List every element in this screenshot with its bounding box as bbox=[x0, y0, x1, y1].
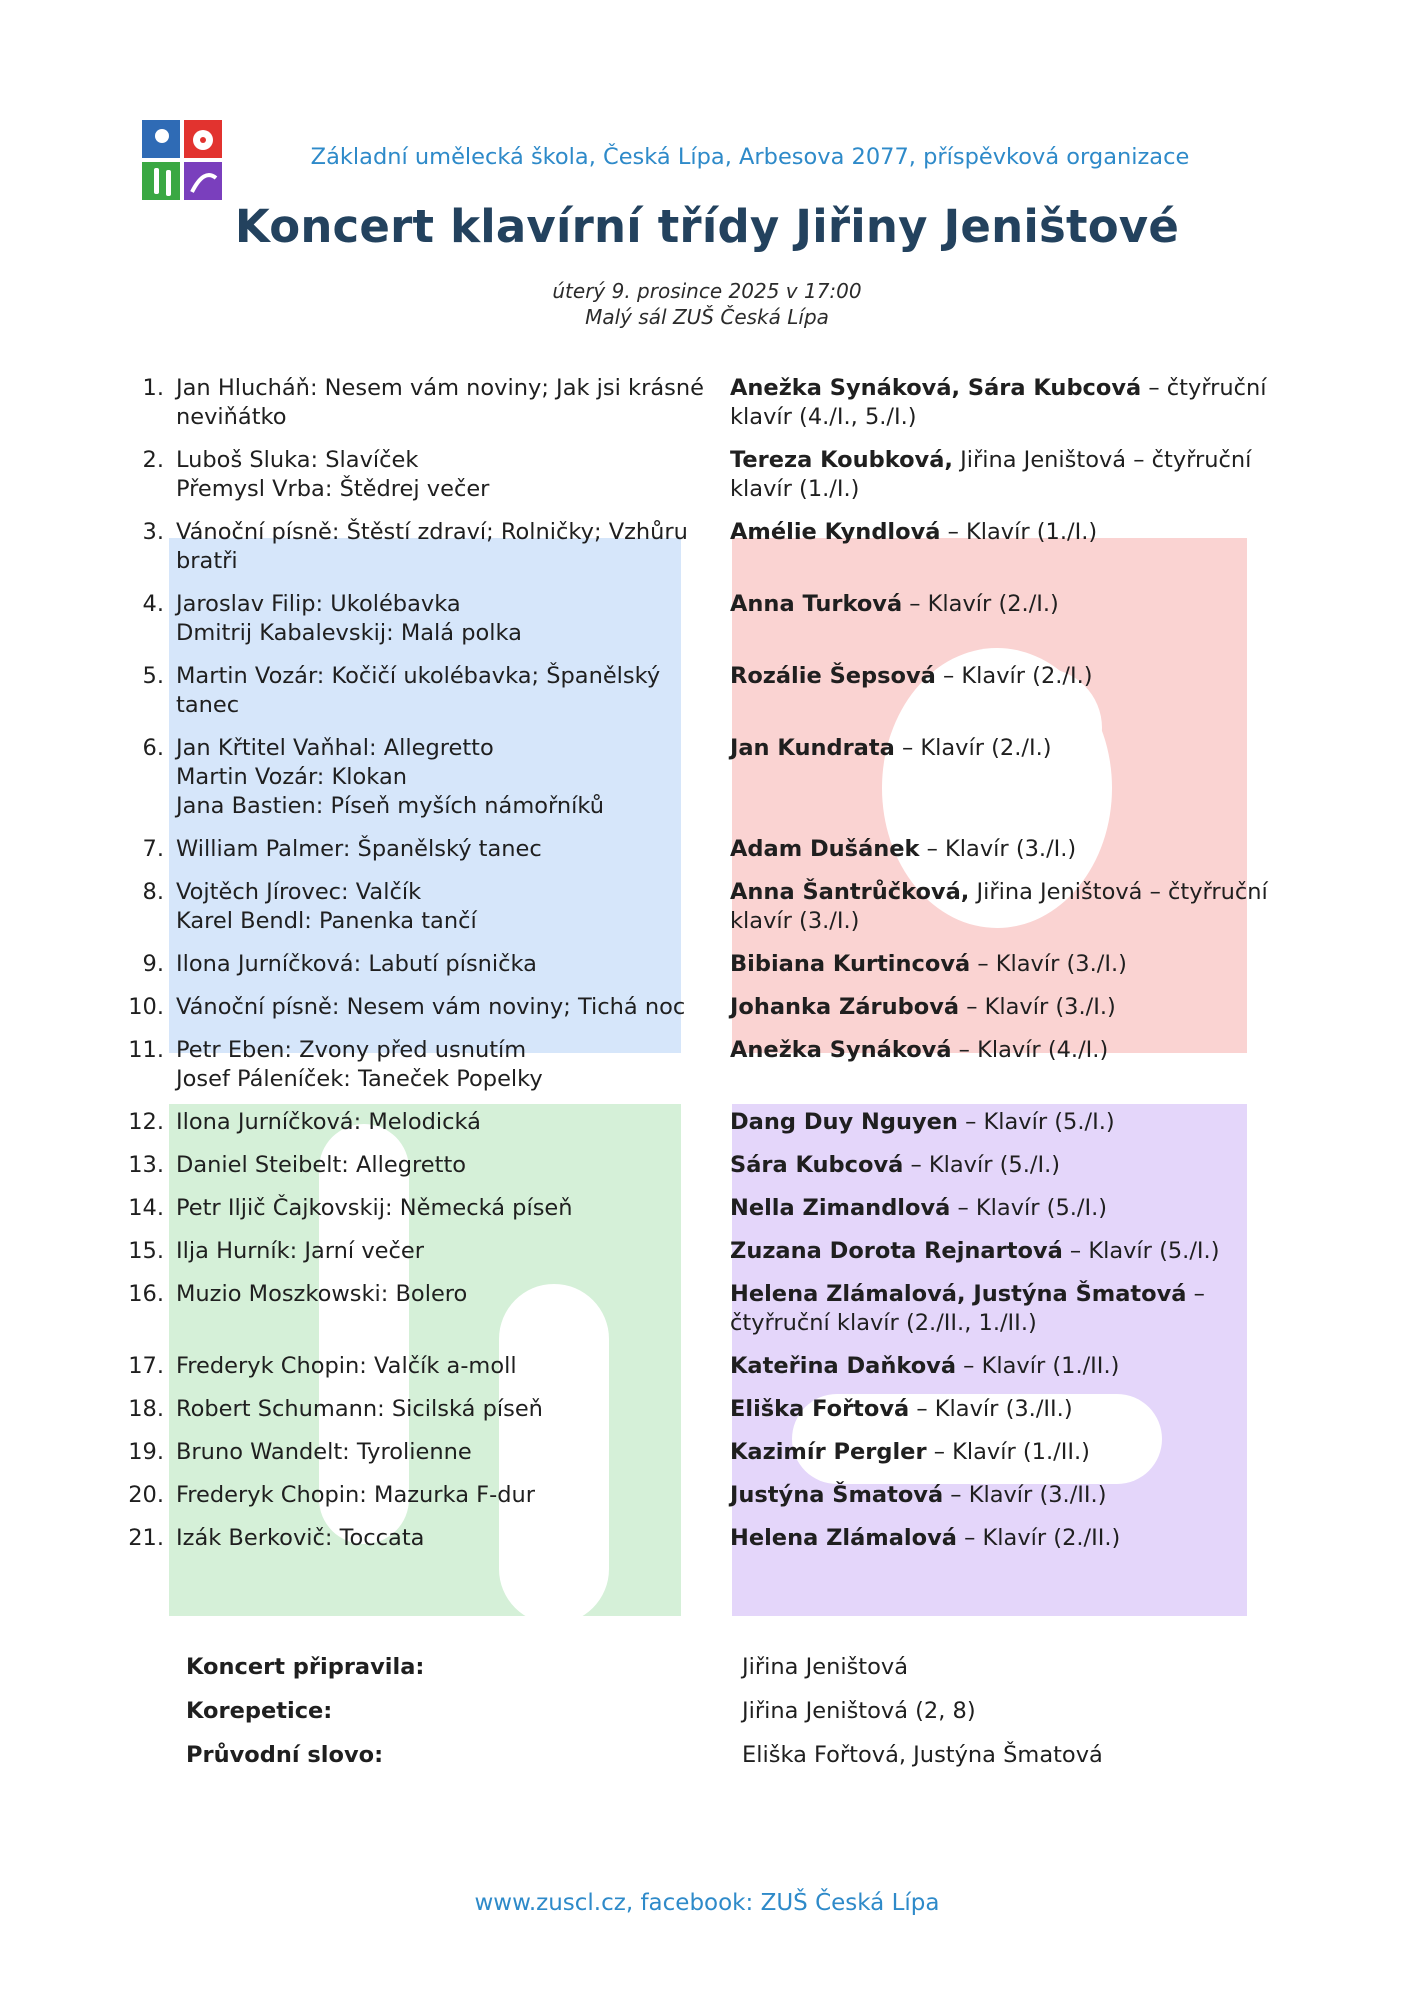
piece-title: Luboš Sluka: Slavíček bbox=[176, 447, 419, 473]
performer-name: Helena Zlámalová bbox=[730, 1525, 957, 1551]
piece-title: Izák Berkovič: Toccata bbox=[176, 1525, 425, 1551]
program-item bbox=[120, 993, 1300, 1022]
program-item-performer bbox=[716, 374, 1290, 432]
program-item-pieces bbox=[164, 590, 716, 648]
program-item bbox=[120, 1395, 1300, 1424]
school-logo bbox=[142, 120, 222, 200]
program-item-performer bbox=[716, 1036, 1290, 1094]
program-item-performer bbox=[716, 590, 1290, 648]
performer-details: – Klavír (2./I.) bbox=[902, 591, 1059, 617]
program-item-performer bbox=[716, 993, 1290, 1022]
credit-row bbox=[186, 1654, 1186, 1698]
program-item-performer bbox=[716, 1194, 1290, 1223]
program-item-pieces bbox=[164, 1194, 716, 1223]
program-item-performer bbox=[716, 734, 1290, 821]
program-item bbox=[120, 878, 1300, 936]
piece-title: Robert Schumann: Sicilská píseň bbox=[176, 1396, 543, 1422]
performer-details: – Klavír (3./I.) bbox=[959, 994, 1116, 1020]
program-item-performer bbox=[716, 1481, 1290, 1510]
program-item bbox=[120, 734, 1300, 821]
performer-name: Kazimír Pergler bbox=[730, 1439, 927, 1465]
piece-title: Přemysl Vrba: Štědrej večer bbox=[176, 476, 490, 502]
performer-name: Sára Kubcová bbox=[730, 1152, 904, 1178]
piece-title: Frederyk Chopin: Mazurka F-dur bbox=[176, 1482, 535, 1508]
program-item-performer bbox=[716, 1237, 1290, 1266]
program-item-number: 1. bbox=[142, 375, 164, 401]
piece-title: Ilona Jurníčková: Labutí písnička bbox=[176, 951, 537, 977]
program-item bbox=[120, 1280, 1300, 1338]
program-item-number: 19. bbox=[128, 1439, 164, 1465]
program-item-performer bbox=[716, 878, 1290, 936]
program-item bbox=[120, 446, 1300, 504]
program-item bbox=[120, 374, 1300, 432]
program-item-number: 15. bbox=[128, 1238, 164, 1264]
piece-title: Vánoční písně: Nesem vám noviny; Tichá noc bbox=[176, 994, 686, 1020]
program-item-performer bbox=[716, 1280, 1290, 1338]
credit-value: Jiřina Jeništová bbox=[742, 1654, 908, 1680]
program-item bbox=[120, 950, 1300, 979]
program-item bbox=[120, 1194, 1300, 1223]
piece-title: Frederyk Chopin: Valčík a-moll bbox=[176, 1353, 517, 1379]
performer-details: – Klavír (4./I.) bbox=[951, 1037, 1109, 1063]
credit-label: Koncert připravila: bbox=[186, 1654, 425, 1680]
piece-title: Jaroslav Filip: Ukolébavka bbox=[176, 591, 461, 617]
program-item-number: 13. bbox=[128, 1152, 164, 1178]
program-item-pieces bbox=[164, 1151, 716, 1180]
performer-name: Nella Zimandlová bbox=[730, 1195, 951, 1221]
performer-name: Justýna Šmatová bbox=[730, 1482, 944, 1508]
credit-value: Eliška Fořtová, Justýna Šmatová bbox=[742, 1742, 1103, 1768]
performer-details: – Klavír (5./I.) bbox=[957, 1109, 1115, 1135]
program-item-pieces bbox=[164, 1237, 716, 1266]
program-item-pieces bbox=[164, 1352, 716, 1381]
performer-name: Rozálie Šepsová bbox=[730, 663, 936, 689]
piece-title: Karel Bendl: Panenka tančí bbox=[176, 908, 477, 934]
performer-name: Helena Zlámalová, Justýna Šmatová bbox=[730, 1281, 1187, 1307]
piece-title: Martin Vozár: Klokan bbox=[176, 764, 407, 790]
program-item-performer bbox=[716, 1438, 1290, 1467]
performer-details: – Klavír (5./I.) bbox=[1062, 1238, 1220, 1264]
performer-details: – čtyřruční klavír (4./I., 5./I.) bbox=[730, 375, 1267, 430]
piece-title: Jan Křtitel Vaňhal: Allegretto bbox=[176, 735, 494, 761]
performer-name: Anna Turková bbox=[730, 591, 903, 617]
program-item bbox=[120, 835, 1300, 864]
program-item-number: 14. bbox=[128, 1195, 164, 1221]
performer-details: – Klavír (5./I.) bbox=[903, 1152, 1061, 1178]
program-item-pieces bbox=[164, 1280, 716, 1338]
performer-details: – Klavír (3./I.) bbox=[970, 951, 1127, 977]
performer-details: Jiřina Jeništová – čtyřruční klavír (3./I.) bbox=[730, 879, 1268, 934]
program-item-pieces bbox=[164, 662, 716, 720]
concert-title: Koncert klavírní třídy Jiřiny Jeništové bbox=[234, 200, 1180, 253]
program-item bbox=[120, 1108, 1300, 1137]
piece-title: Petr Eben: Zvony před usnutím bbox=[176, 1037, 527, 1063]
program-item-number: 21. bbox=[128, 1525, 164, 1551]
performer-name: Anna Šantrůčková, bbox=[730, 879, 970, 905]
program-item-number: 16. bbox=[128, 1281, 164, 1307]
performer-details: – Klavír (1./II.) bbox=[926, 1439, 1090, 1465]
program-item-performer bbox=[716, 950, 1290, 979]
program-item-number: 7. bbox=[142, 836, 164, 862]
program-item-performer bbox=[716, 835, 1290, 864]
performer-name: Kateřina Daňková bbox=[730, 1353, 957, 1379]
program-item-pieces bbox=[164, 446, 716, 504]
program-item bbox=[120, 518, 1300, 576]
program-item-pieces bbox=[164, 1438, 716, 1467]
piece-title: Muzio Moszkowski: Bolero bbox=[176, 1281, 468, 1307]
program-item-number: 9. bbox=[142, 951, 164, 977]
program-item-performer bbox=[716, 1352, 1290, 1381]
program-item-pieces bbox=[164, 835, 716, 864]
piece-title: tanec bbox=[176, 692, 240, 718]
performer-name: Zuzana Dorota Rejnartová bbox=[730, 1238, 1063, 1264]
performer-name: Dang Duy Nguyen bbox=[730, 1109, 958, 1135]
program-item bbox=[120, 1036, 1300, 1094]
performer-details: – Klavír (1./I.) bbox=[940, 519, 1098, 545]
performer-name: Amélie Kyndlová bbox=[730, 519, 941, 545]
piece-title: Bruno Wandelt: Tyrolienne bbox=[176, 1439, 472, 1465]
program-item-number: 8. bbox=[142, 879, 164, 905]
program-item-pieces bbox=[164, 1524, 716, 1553]
performer-details: – Klavír (1./II.) bbox=[956, 1353, 1120, 1379]
piece-title: Dmitrij Kabalevskij: Malá polka bbox=[176, 620, 522, 646]
piece-title: William Palmer: Španělský tanec bbox=[176, 836, 542, 862]
program-item bbox=[120, 590, 1300, 648]
performer-details: – Klavír (2./I.) bbox=[894, 735, 1052, 761]
piece-title: bratři bbox=[176, 548, 238, 574]
program-item-pieces bbox=[164, 1108, 716, 1137]
program-item bbox=[120, 1237, 1300, 1266]
program-item-performer bbox=[716, 1151, 1290, 1180]
program-item-pieces bbox=[164, 734, 716, 821]
piece-title: Vánoční písně: Štěstí zdraví; Rolničky; Vzhůru bbox=[176, 519, 688, 545]
program-item bbox=[120, 1524, 1300, 1553]
program-item-number: 3. bbox=[142, 519, 164, 545]
credits-section bbox=[186, 1654, 1186, 1786]
credit-row bbox=[186, 1742, 1186, 1786]
piece-title: Ilja Hurník: Jarní večer bbox=[176, 1238, 424, 1264]
piece-title: Jana Bastien: Píseň myších námořníků bbox=[176, 793, 604, 819]
program-item-number: 5. bbox=[142, 663, 164, 689]
program-item-pieces bbox=[164, 518, 716, 576]
program-item-number: 17. bbox=[128, 1353, 164, 1379]
credit-label: Průvodní slovo: bbox=[186, 1742, 384, 1768]
performer-name: Tereza Koubková, bbox=[730, 447, 953, 473]
performer-name: Eliška Fořtová bbox=[730, 1396, 910, 1422]
footer-links[interactable]: www.zuscl.cz, facebook: ZUŠ Česká Lípa bbox=[474, 1890, 940, 1916]
piece-title: Josef Páleníček: Taneček Popelky bbox=[176, 1066, 543, 1092]
program-item-number: 11. bbox=[128, 1037, 164, 1063]
program-item bbox=[120, 1438, 1300, 1467]
piece-title: Daniel Steibelt: Allegretto bbox=[176, 1152, 467, 1178]
performer-details: – Klavír (3./II.) bbox=[943, 1482, 1107, 1508]
program-item-number: 10. bbox=[128, 994, 164, 1020]
piece-title: Jan Hlucháň: Nesem vám noviny; Jak jsi krásné bbox=[176, 375, 704, 401]
program-item-pieces bbox=[164, 878, 716, 936]
program-item-pieces bbox=[164, 1395, 716, 1424]
program-item-performer bbox=[716, 1524, 1290, 1553]
performer-details: – Klavír (3./I.) bbox=[919, 836, 1077, 862]
program-item-number: 12. bbox=[128, 1109, 164, 1135]
performer-name: Anežka Synáková bbox=[730, 1037, 952, 1063]
program-item-performer bbox=[716, 446, 1290, 504]
program-item-performer bbox=[716, 518, 1290, 576]
performer-details: – Klavír (2./I.) bbox=[935, 663, 1093, 689]
credit-value: Jiřina Jeništová (2, 8) bbox=[742, 1698, 976, 1724]
program-item-pieces bbox=[164, 1481, 716, 1510]
piece-title: neviňátko bbox=[176, 404, 287, 430]
program-item bbox=[120, 662, 1300, 720]
program-item-pieces bbox=[164, 374, 716, 432]
institution-name: Základní umělecká škola, Česká Lípa, Arbesova 2077, příspěvková organizace bbox=[310, 144, 1190, 170]
program-item-number: 20. bbox=[128, 1482, 164, 1508]
program-item-performer bbox=[716, 662, 1290, 720]
program-item-number: 2. bbox=[142, 447, 164, 473]
performer-details: – Klavír (5./I.) bbox=[950, 1195, 1108, 1221]
performer-name: Adam Dušánek bbox=[730, 836, 920, 862]
program-item bbox=[120, 1151, 1300, 1180]
program-item-pieces bbox=[164, 1036, 716, 1094]
piece-title: Vojtěch Jírovec: Valčík bbox=[176, 879, 422, 905]
performer-details: – čtyřruční klavír (2./II., 1./II.) bbox=[730, 1281, 1205, 1336]
performer-details: – Klavír (2./II.) bbox=[956, 1525, 1121, 1551]
program-item-number: 6. bbox=[142, 735, 164, 761]
piece-title: Ilona Jurníčková: Melodická bbox=[176, 1109, 481, 1135]
piece-title: Martin Vozár: Kočičí ukolébavka; Španělský bbox=[176, 663, 661, 689]
performer-name: Johanka Zárubová bbox=[730, 994, 960, 1020]
performer-details: – Klavír (3./II.) bbox=[909, 1396, 1073, 1422]
program-item-pieces bbox=[164, 993, 716, 1022]
credit-row bbox=[186, 1698, 1186, 1742]
program-item bbox=[120, 1481, 1300, 1510]
program-list bbox=[120, 374, 1300, 1567]
program-item bbox=[120, 1352, 1300, 1381]
concert-venue: Malý sál ZUŠ Česká Lípa bbox=[585, 305, 829, 329]
program-item-pieces bbox=[164, 950, 716, 979]
performer-name: Bibiana Kurtincová bbox=[730, 951, 971, 977]
program-item-number: 18. bbox=[128, 1396, 164, 1422]
program-item-performer bbox=[716, 1395, 1290, 1424]
concert-date-time: úterý 9. prosince 2025 v 17:00 bbox=[552, 279, 862, 303]
program-item-number: 4. bbox=[142, 591, 164, 617]
performer-details: Jiřina Jeništová – čtyřruční klavír (1./I.) bbox=[730, 447, 1252, 502]
credit-label: Korepetice: bbox=[186, 1698, 333, 1724]
performer-name: Jan Kundrata bbox=[730, 735, 895, 761]
program-item-performer bbox=[716, 1108, 1290, 1137]
piece-title: Petr Iljič Čajkovskij: Německá píseň bbox=[176, 1195, 573, 1221]
performer-name: Anežka Synáková, Sára Kubcová bbox=[730, 375, 1142, 401]
